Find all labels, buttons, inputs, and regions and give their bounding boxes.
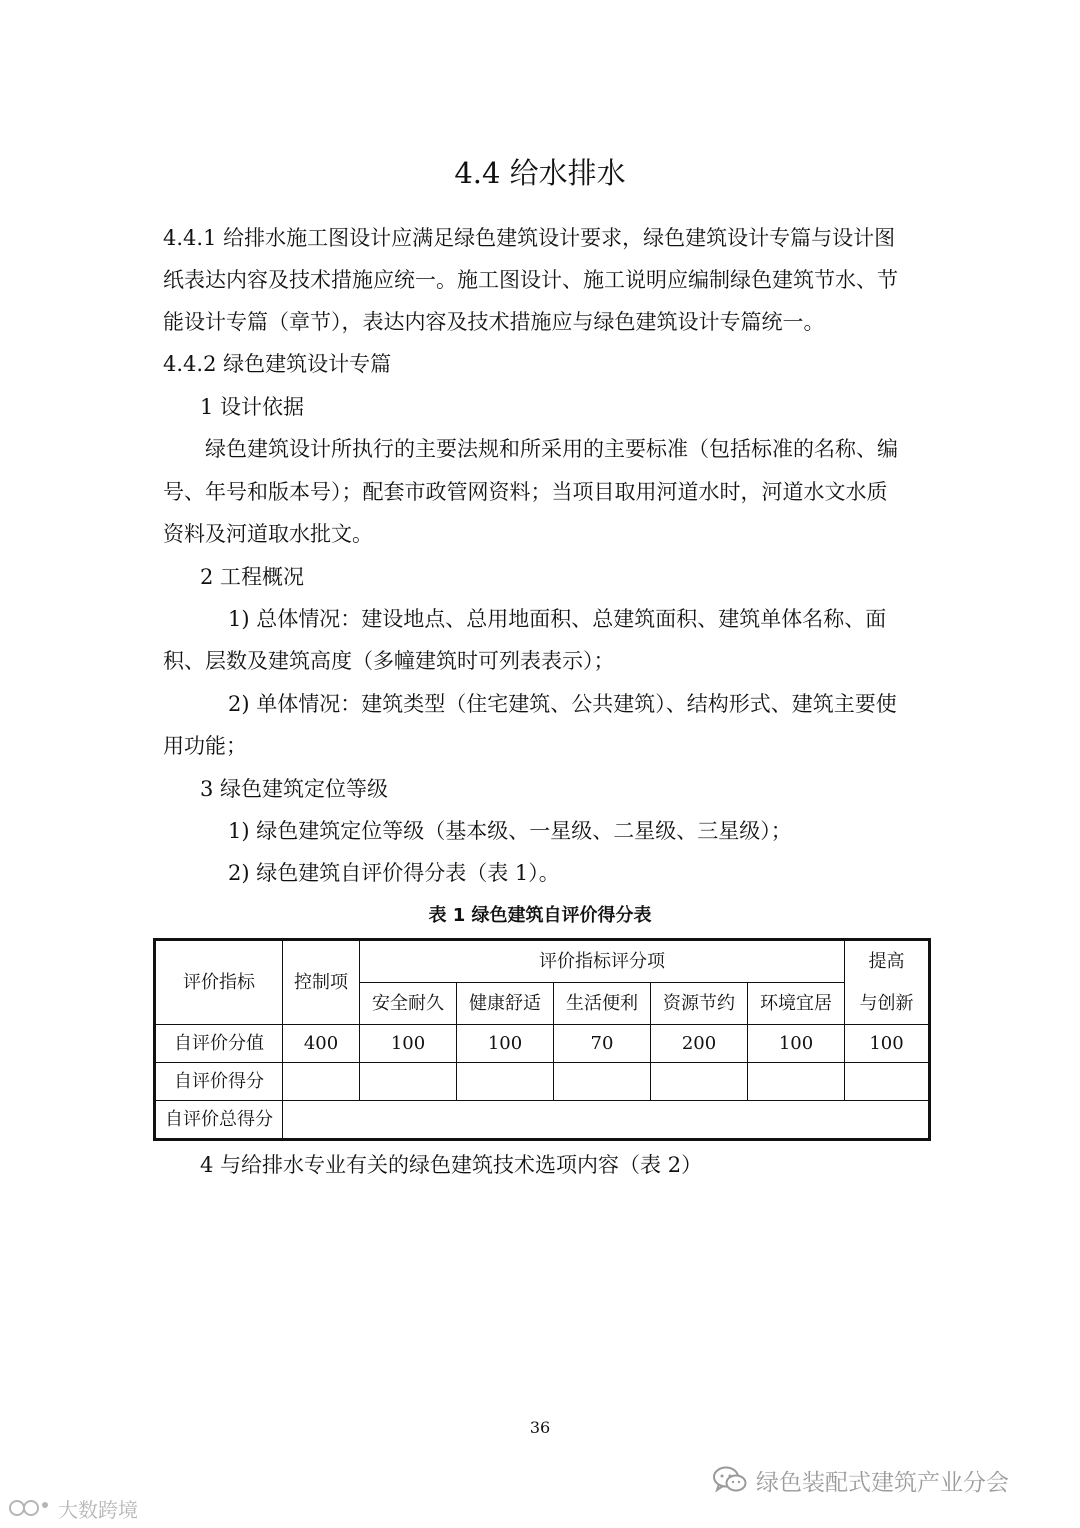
watermark-source: [8, 1494, 138, 1522]
header-resource: 资源节约: [651, 983, 748, 1025]
header-health: 健康舒适: [457, 983, 554, 1025]
table-cell: 70: [554, 1025, 651, 1063]
design-basis-line-2: 号、年号和版本号）；配套市政管网资料；当项目取用河道水时，河道水文水质: [163, 480, 888, 504]
header-safety: 安全耐久: [360, 983, 457, 1025]
table-cell-empty: [457, 1063, 554, 1101]
item-water-tech-options: 4 与给排水专业有关的绿色建筑技术选项内容（表 2）: [200, 1153, 703, 1177]
table-cell-empty: [651, 1063, 748, 1101]
table-row-total: [155, 1101, 930, 1140]
table-cell: 200: [651, 1025, 748, 1063]
table-cell: 100: [360, 1025, 457, 1063]
header-indicator: 评价指标: [155, 940, 283, 1025]
header-convenience: 生活便利: [554, 983, 651, 1025]
item-design-basis: 1 设计依据: [200, 395, 305, 419]
header-control: 控制项: [283, 940, 360, 1025]
table-row-got: [155, 1063, 930, 1101]
table-row-score: [155, 1025, 930, 1063]
table-cell-empty: [283, 1063, 360, 1101]
design-basis-line-1: 绿色建筑设计所执行的主要法规和所采用的主要标准（包括标准的名称、编: [205, 437, 898, 461]
row-label-total: 自评价总得分: [155, 1101, 283, 1140]
overview-general-line-2: 积、层数及建筑高度（多幢建筑时可列表表示）；: [163, 649, 615, 673]
table-caption: 表 1 绿色建筑自评价得分表: [428, 905, 652, 926]
wechat-icon: [712, 1465, 748, 1495]
item-project-overview: 2 工程概况: [200, 565, 305, 589]
watermark-right-text: 绿色装配式建筑产业分会: [756, 1469, 1009, 1496]
table-cell-empty: [283, 1101, 930, 1140]
header-improve: [845, 940, 930, 1025]
design-basis-line-3: 资料及河道取水批文。: [163, 522, 373, 546]
table-cell: 100: [845, 1025, 930, 1063]
paragraph-4-4-1-line-1: 4.4.1 给排水施工图设计应满足绿色建筑设计要求，绿色建筑设计专篇与设计图: [163, 226, 896, 250]
paragraph-4-4-1-line-2: 纸表达内容及技术措施应统一。施工图设计、施工说明应编制绿色建筑节水、节: [163, 268, 898, 292]
row-label-got: 自评价得分: [155, 1063, 283, 1101]
header-environment: 环境宜居: [748, 983, 845, 1025]
header-improve-line-1: 提高: [868, 950, 905, 972]
table-cell-empty: [845, 1063, 930, 1101]
paragraph-4-4-1-line-3: 能设计专篇（章节），表达内容及技术措施应与绿色建筑设计专篇统一。: [163, 310, 825, 334]
overview-single-line-2: 用功能；: [163, 734, 247, 758]
table-cell: 400: [283, 1025, 360, 1063]
header-improve-line-2: 与创新: [859, 992, 914, 1014]
watermark-wechat: [712, 1462, 1009, 1498]
section-title: 4.4 给水排水: [454, 156, 626, 190]
overview-single-line-1: 2) 单体情况：建筑类型（住宅建筑、公共建筑）、结构形式、建筑主要使: [228, 692, 897, 716]
watermark-left-text: 大数跨境: [58, 1497, 138, 1522]
row-label-score: 自评价分值: [155, 1025, 283, 1063]
table-cell-empty: [554, 1063, 651, 1101]
item-green-rating: 3 绿色建筑定位等级: [200, 777, 389, 801]
self-evaluation-table: [153, 938, 931, 1141]
logo-icon: [8, 1496, 52, 1520]
heading-4-4-2: 4.4.2 绿色建筑设计专篇: [163, 352, 392, 376]
header-score-items: 评价指标评分项: [360, 940, 845, 983]
green-rating-line-2: 2) 绿色建筑自评价得分表（表 1）。: [228, 861, 560, 885]
green-rating-line-1: 1) 绿色建筑定位等级（基本级、一星级、二星级、三星级）；: [228, 819, 792, 843]
table-cell: 100: [457, 1025, 554, 1063]
page-number: 36: [529, 1418, 551, 1437]
table-cell-empty: [748, 1063, 845, 1101]
overview-general-line-1: 1) 总体情况：建设地点、总用地面积、总建筑面积、建筑单体名称、面: [228, 607, 887, 631]
table-cell-empty: [360, 1063, 457, 1101]
table-header-row: [155, 940, 930, 983]
table-cell: 100: [748, 1025, 845, 1063]
